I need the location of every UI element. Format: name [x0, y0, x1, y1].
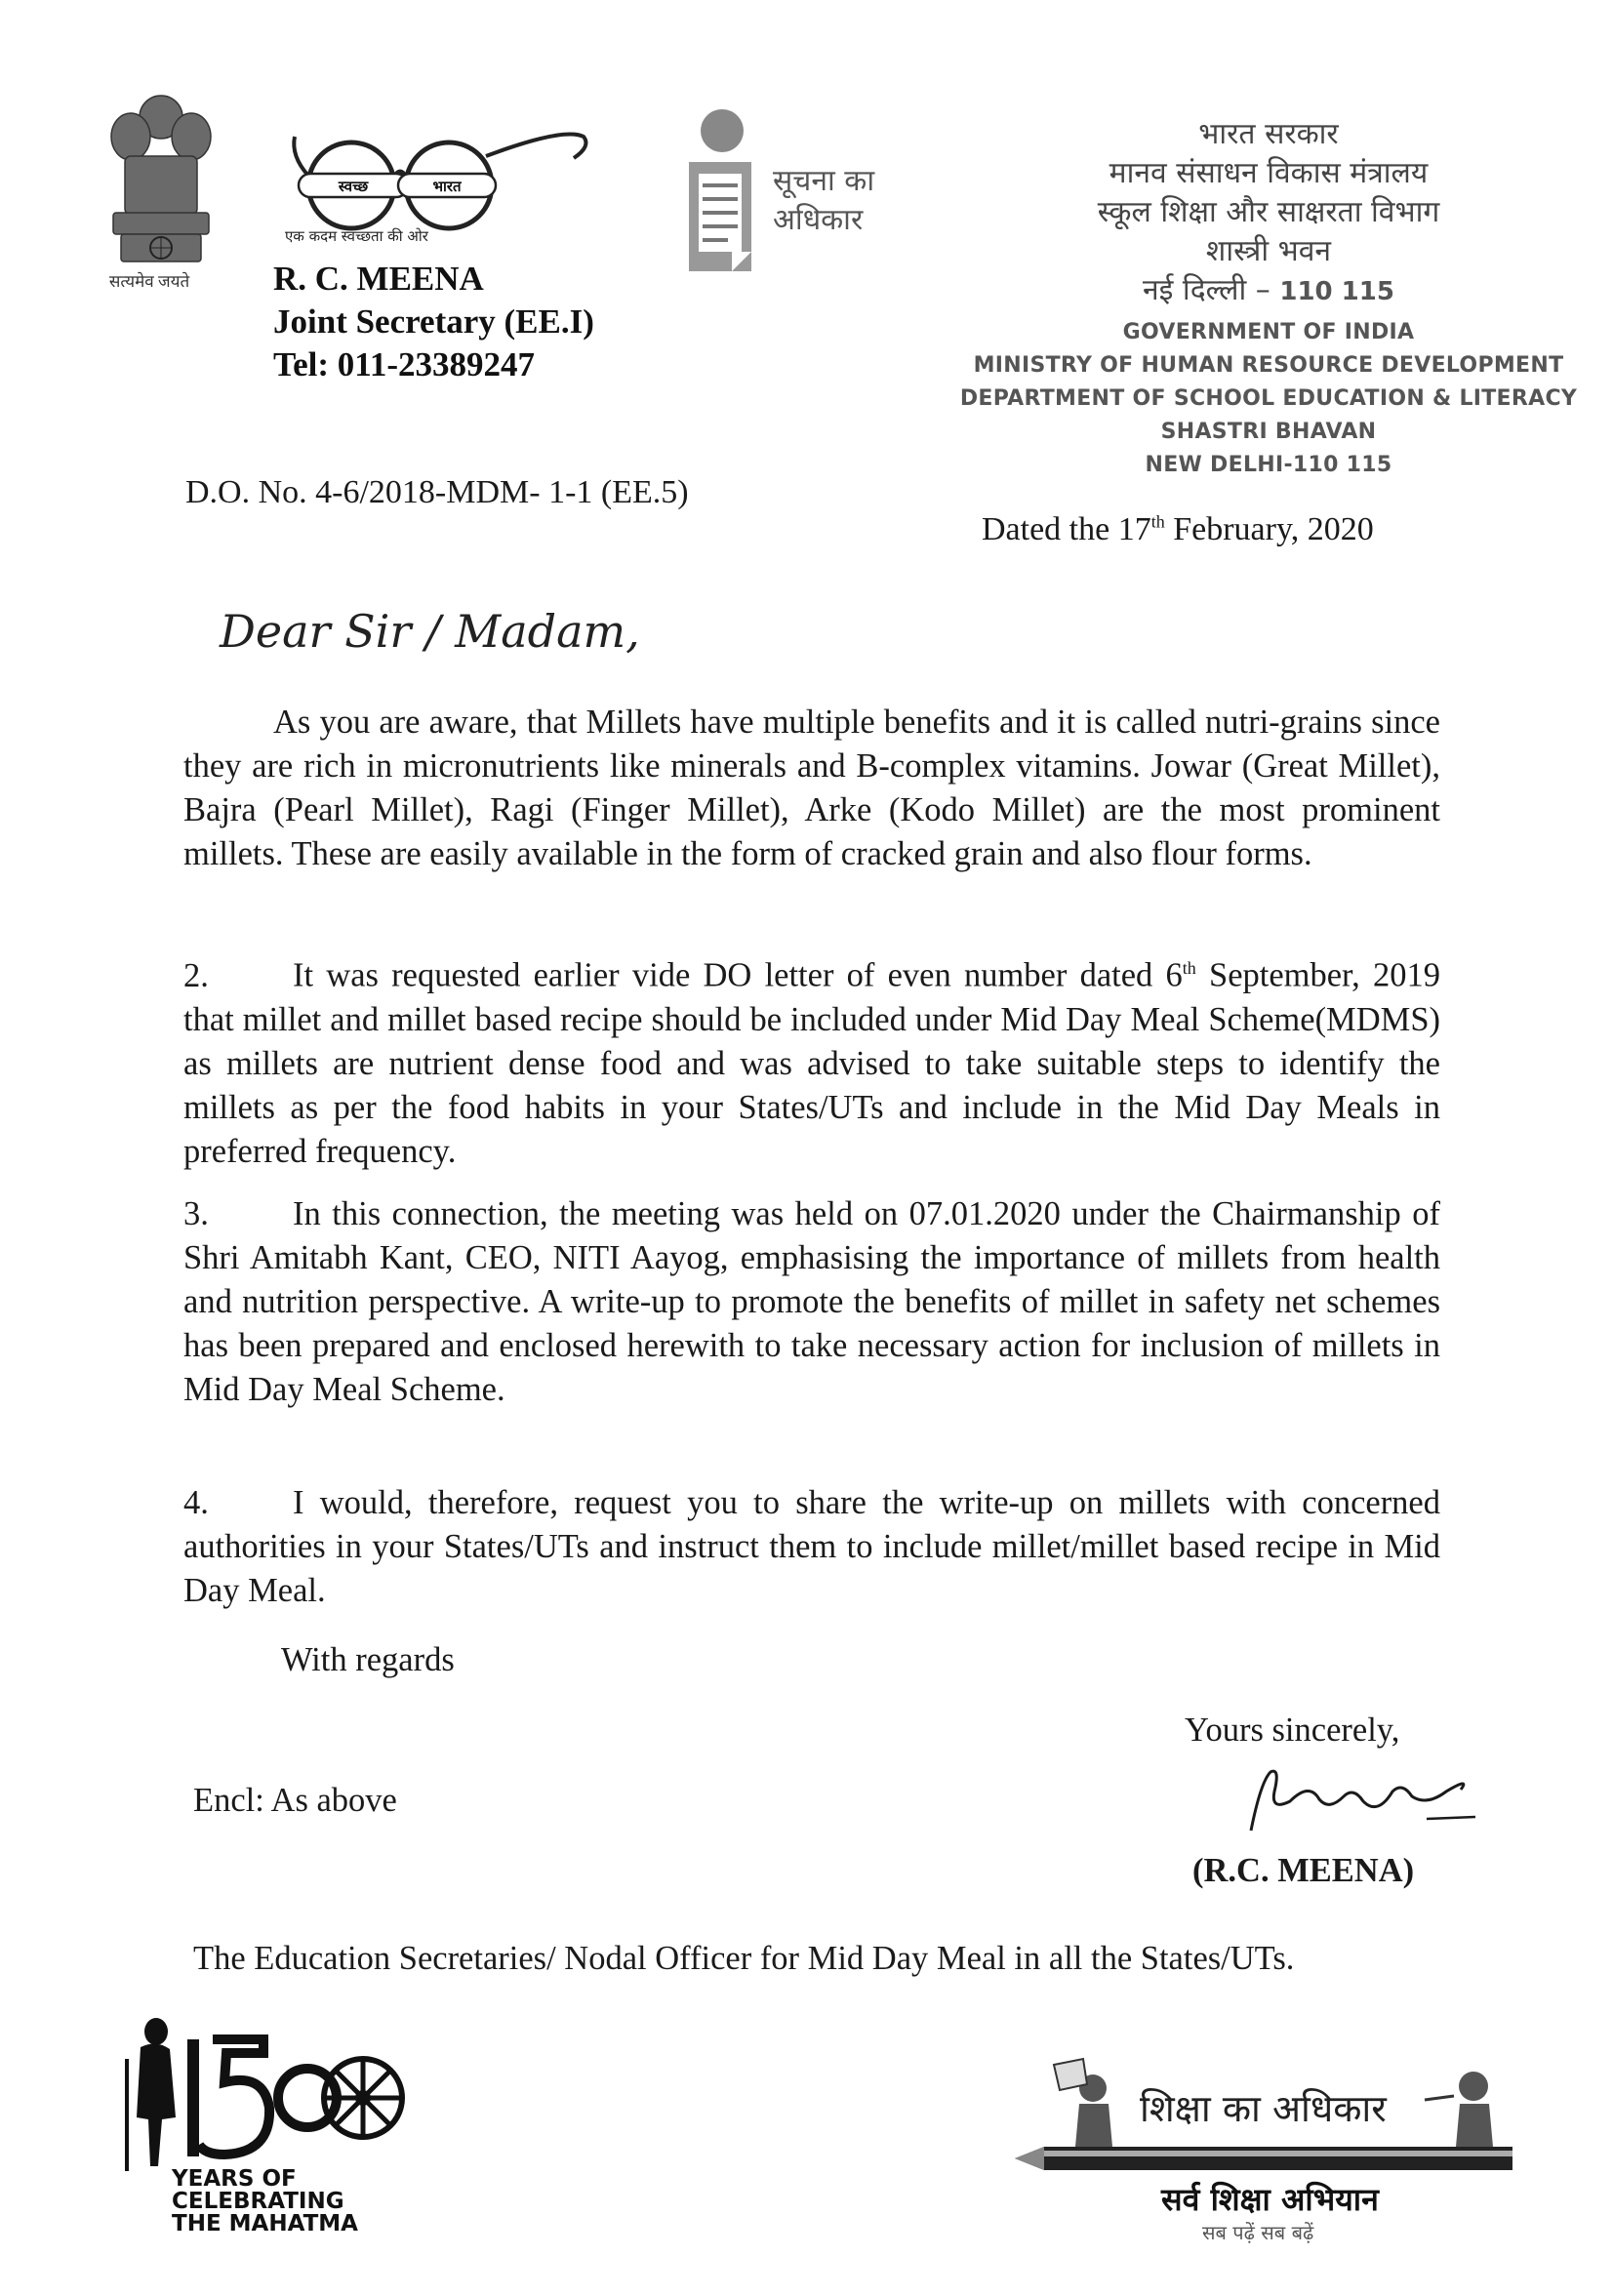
hindi-pin: 110 115 — [1279, 277, 1394, 306]
ssa-tagline: सब पढ़ें सब बढ़ें — [1202, 2221, 1314, 2244]
paragraph-3-number: 3. — [183, 1195, 209, 1232]
hindi-line-city — [966, 271, 1571, 311]
english-line-city: NEW DELHI-110 115 — [1145, 453, 1392, 477]
swachh-bharat-logo — [281, 117, 603, 234]
rti-label — [773, 162, 919, 240]
hindi-city: नई दिल्ली – — [1143, 273, 1270, 307]
date-prefix: Dated the 17 — [982, 511, 1151, 547]
government-header-english — [947, 316, 1591, 482]
handwritten-signature — [1231, 1762, 1485, 1840]
gandhi-150-logo — [98, 2010, 410, 2176]
gandhi-caption-line2: CELEBRATING — [172, 2189, 344, 2214]
officer-telephone: Tel: 011-23389247 — [273, 345, 536, 383]
paragraph-4-number: 4. — [183, 1484, 209, 1521]
paragraph-4 — [183, 1481, 1440, 1613]
paragraph-2-text-a: It was requested earlier vide DO letter of even number dated 6 — [293, 956, 1183, 994]
paragraph-2 — [183, 947, 1440, 1174]
swachh-left-text: स्वच्छ — [338, 178, 369, 195]
officer-name: R. C. MEENA — [273, 260, 484, 298]
hindi-line-building: शास्त्री भवन — [1205, 234, 1332, 268]
ssa-title: सर्व शिक्षा अभियान — [1161, 2181, 1379, 2218]
paragraph-3 — [183, 1192, 1440, 1412]
english-line-government: GOVERNMENT OF INDIA — [1122, 320, 1415, 344]
salutation: Dear Sir / Madam, — [220, 605, 640, 658]
swachh-right-text: भारत — [432, 178, 462, 195]
rti-label-line1: सूचना का — [773, 164, 875, 198]
rte-title: शिक्षा का अधिकार — [1140, 2087, 1387, 2130]
regards: With regards — [281, 1641, 455, 1678]
paragraph-1: As you are aware, that Millets have multiple benefits and it is called nutri-grains since they are rich in micronutrients like minerals and B-complex vitamins. Jowar (Great Millet), Bajra (Pearl Millet), Ragi (Finger Millet), Arke (Kodo Millet) are the most prominent millets. These are easily available in the form of cracked grain and also flour forms. — [183, 704, 1440, 872]
date-superscript: th — [1150, 511, 1165, 532]
paragraph-2-number: 2. — [183, 956, 209, 994]
signer-name: (R.C. MEENA) — [1192, 1852, 1415, 1889]
english-line-ministry: MINISTRY OF HUMAN RESOURCE DEVELOPMENT — [973, 353, 1564, 378]
paragraph-4-text: I would, therefore, request you to share the write-up on millets with concerned authorities in your States/UTs and instruct them to include millet/millet based recipe in Mid Day Meal. — [183, 1484, 1440, 1609]
date-suffix: February, 2020 — [1164, 511, 1374, 547]
hindi-line-ministry: मानव संसाधन विकास मंत्रालय — [1109, 156, 1429, 190]
gandhi-150-caption — [172, 2168, 358, 2236]
rti-label-line2: अधिकार — [773, 203, 864, 237]
swachh-tagline: एक कदम स्वच्छता की ओर — [285, 227, 428, 245]
addressee: The Education Secretaries/ Nodal Officer for Mid Day Meal in all the States/UTs. — [193, 1940, 1295, 1977]
enclosure-note: Encl: As above — [193, 1782, 397, 1819]
english-line-department: DEPARTMENT OF SCHOOL EDUCATION & LITERACY — [959, 386, 1578, 411]
do-number: D.O. No. 4-6/2018-MDM- 1-1 (EE.5) — [185, 474, 689, 510]
paragraph-3-text: In this connection, the meeting was held on 07.01.2020 under the Chairmanship of Shri Amitabh Kant, CEO, NITI Aayog, emphasising the importance of millets from health and nutrition perspective. A write-up to promote the benefits of millet in safety net schemes has been prepared and enclosed herewith to take necessary action for inclusion of millets in Mid Day Meal Scheme. — [183, 1195, 1440, 1408]
english-line-building: SHASTRI BHAVAN — [1160, 420, 1377, 444]
paragraph-2-superscript: th — [1182, 958, 1196, 978]
gandhi-caption-line1: YEARS OF — [172, 2166, 297, 2192]
hindi-line-department: स्कूल शिक्षा और साक्षरता विभाग — [1097, 195, 1440, 229]
hindi-line-government: भारत सरकार — [1198, 117, 1339, 151]
closing: Yours sincerely, — [1185, 1712, 1400, 1749]
letter-date — [982, 511, 1374, 548]
national-emblem-icon — [98, 88, 224, 283]
rti-document-icon — [683, 105, 761, 281]
paragraph-2-text-b: September, 2019 that millet and millet based recipe should be included under Mid Day Meal Scheme(MDMS) as millets are nutrient dense food and was advised to take suitable steps to identify the millets as per the food habits in your States/UTs and include in the Mid Day Meals in preferred frequency. — [183, 956, 1441, 1170]
officer-title: Joint Secretary (EE.I) — [273, 302, 594, 341]
emblem-motto: सत्यमेव जयते — [108, 272, 190, 291]
gandhi-caption-line3: THE MAHATMA — [172, 2211, 358, 2236]
government-header-hindi — [966, 115, 1571, 311]
